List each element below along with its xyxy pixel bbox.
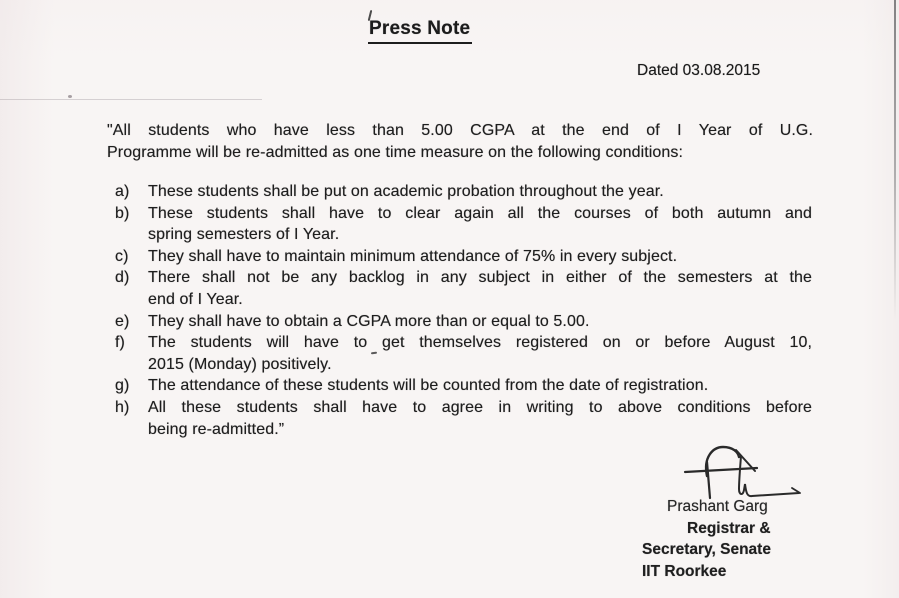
intro-paragraph <box>107 120 813 163</box>
list-item-line: The students will have to get themselves registered on or before August 10, <box>148 334 812 352</box>
list-item-line: These students shall have to clear again all the courses of both autumn and <box>148 204 812 222</box>
date-line: Dated 03.08.2015 <box>637 62 761 79</box>
list-item-line: They shall have to maintain minimum attendance of 75% in every subject. <box>148 247 678 265</box>
list-marker: g) <box>115 377 130 395</box>
page-title: Press Note <box>368 18 472 44</box>
list-item <box>115 203 813 246</box>
signatory-org: IIT Roorkee <box>642 563 727 580</box>
list-item-line: These students shall be put on academic probation throughout the year. <box>148 183 664 200</box>
scan-streak <box>0 99 262 100</box>
list-marker: d) <box>115 269 130 287</box>
list-marker: a) <box>115 183 130 200</box>
list-item <box>115 246 813 268</box>
list-item <box>115 181 813 203</box>
list-item <box>115 375 813 397</box>
list-item-line: 2015 (Monday) positively. <box>148 355 332 373</box>
list-item-line: end of I Year. <box>148 290 243 308</box>
list-item <box>115 311 813 333</box>
list-marker: e) <box>115 312 130 330</box>
list-item <box>115 267 813 310</box>
signatory-name: Prashant Garg <box>667 498 768 515</box>
list-marker: h) <box>115 398 130 416</box>
signatory-title-1: Registrar & <box>687 520 771 537</box>
list-item-line: They shall have to obtain a CGPA more than or equal to 5.00. <box>148 312 590 330</box>
list-item <box>115 332 813 375</box>
scanner-edge-line <box>894 0 896 320</box>
signature-image <box>683 443 811 505</box>
list-marker: f) <box>115 334 125 352</box>
conditions-list <box>115 181 813 440</box>
intro-line-2: Programme will be re-admitted as one time measure on the following conditions: <box>107 143 684 161</box>
list-item <box>115 397 813 440</box>
list-item-line: There shall not be any backlog in any subject in either of the semesters at the <box>148 269 812 287</box>
scan-speck <box>68 95 72 98</box>
list-marker: c) <box>115 247 129 265</box>
list-item-line: All these students shall have to agree in writing to above conditions before <box>148 398 812 416</box>
list-item-line: being re-admitted.” <box>148 420 285 438</box>
list-item-line: The attendance of these students will be counted from the date of registration. <box>148 377 709 395</box>
list-marker: b) <box>115 204 130 222</box>
intro-line-1: "All students who have less than 5.00 CGPA at the end of I Year of U.G. <box>107 122 813 139</box>
list-item-line: spring semesters of I Year. <box>148 226 340 244</box>
signatory-title-2: Secretary, Senate <box>642 541 771 558</box>
